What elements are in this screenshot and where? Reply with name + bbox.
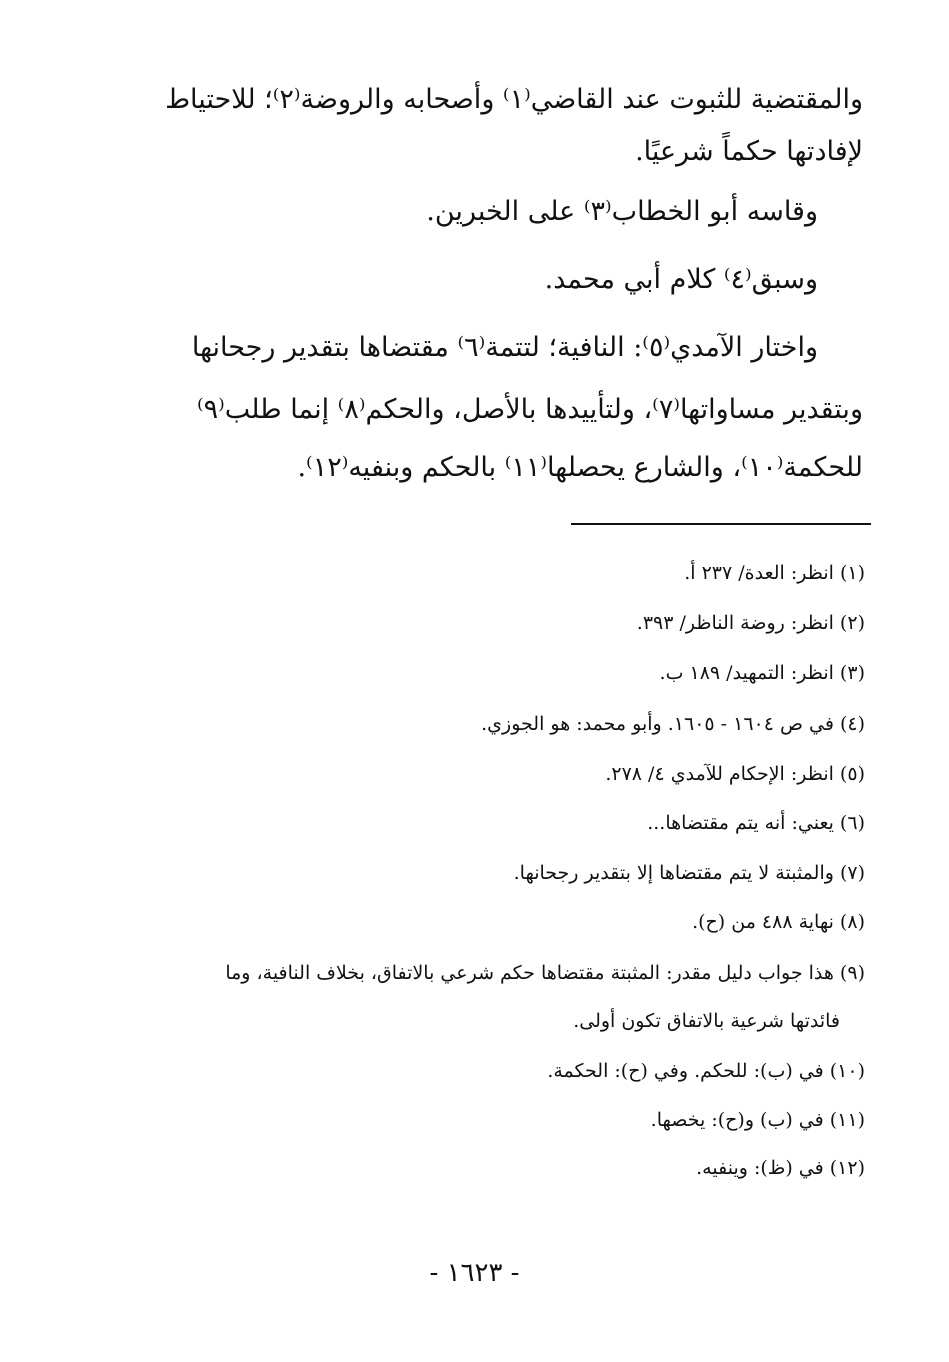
footnote-12: (١٢) في (ظ): وينفيه. (696, 1157, 865, 1179)
body-line-1: والمقتضية للثبوت عند القاضي⁽١⁾ وأصحابه والروضة⁽٢⁾؛ للاحتياط (165, 84, 863, 115)
footnote-3: (٣) انظر: التمهيد/ ١٨٩ ب. (659, 662, 865, 684)
footnote-9-continued: فائدتها شرعية بالاتفاق تكون أولى. (573, 1010, 840, 1032)
footnote-10: (١٠) في (ب): للحكم. وفي (ح): الحكمة. (547, 1060, 865, 1082)
footnote-4: (٤) في ص ١٦٠٤ - ١٦٠٥. وأبو محمد: هو الجوزي. (481, 713, 865, 735)
footnote-1: (١) انظر: العدة/ ٢٣٧ أ. (684, 562, 865, 584)
body-line-4: وسبق⁽٤⁾ كلام أبي محمد. (544, 264, 818, 295)
footnote-2: (٢) انظر: روضة الناظر/ ٣٩٣. (636, 612, 865, 634)
body-line-3: وقاسه أبو الخطاب⁽٣⁾ على الخبرين. (426, 196, 818, 227)
footnote-7: (٧) والمثبتة لا يتم مقتضاها إلا بتقدير رجحانها. (513, 862, 865, 884)
footnote-9: (٩) هذا جواب دليل مقدر: المثبتة مقتضاها حكم شرعي بالاتفاق، بخلاف النافية، وما (225, 962, 865, 984)
footnote-8: (٨) نهاية ٤٨٨ من (ح). (692, 911, 865, 933)
footnote-5: (٥) انظر: الإحكام للآمدي ٤/ ٢٧٨. (605, 763, 865, 785)
body-line-2: لإفادتها حكماً شرعيًا. (635, 136, 863, 167)
footnote-separator (571, 523, 871, 525)
body-line-6: وبتقدير مساواتها⁽٧⁾، ولتأييدها بالأصل، والحكم⁽٨⁾ إنما طلب⁽٩⁾ (196, 394, 863, 425)
body-line-5: واختار الآمدي⁽٥⁾: النافية؛ لتتمة⁽٦⁾ مقتضاها بتقدير رجحانها (191, 332, 818, 363)
body-line-7: للحكمة⁽١٠⁾، والشارع يحصلها⁽١١⁾ بالحكم وبنفيه⁽١٢⁾. (297, 452, 863, 483)
footnote-6: (٦) يعني: أنه يتم مقتضاها... (647, 812, 865, 834)
footnote-11: (١١) في (ب) و(ح): يخصها. (650, 1109, 865, 1131)
page-number: - ١٦٢٣ - (429, 1258, 520, 1288)
